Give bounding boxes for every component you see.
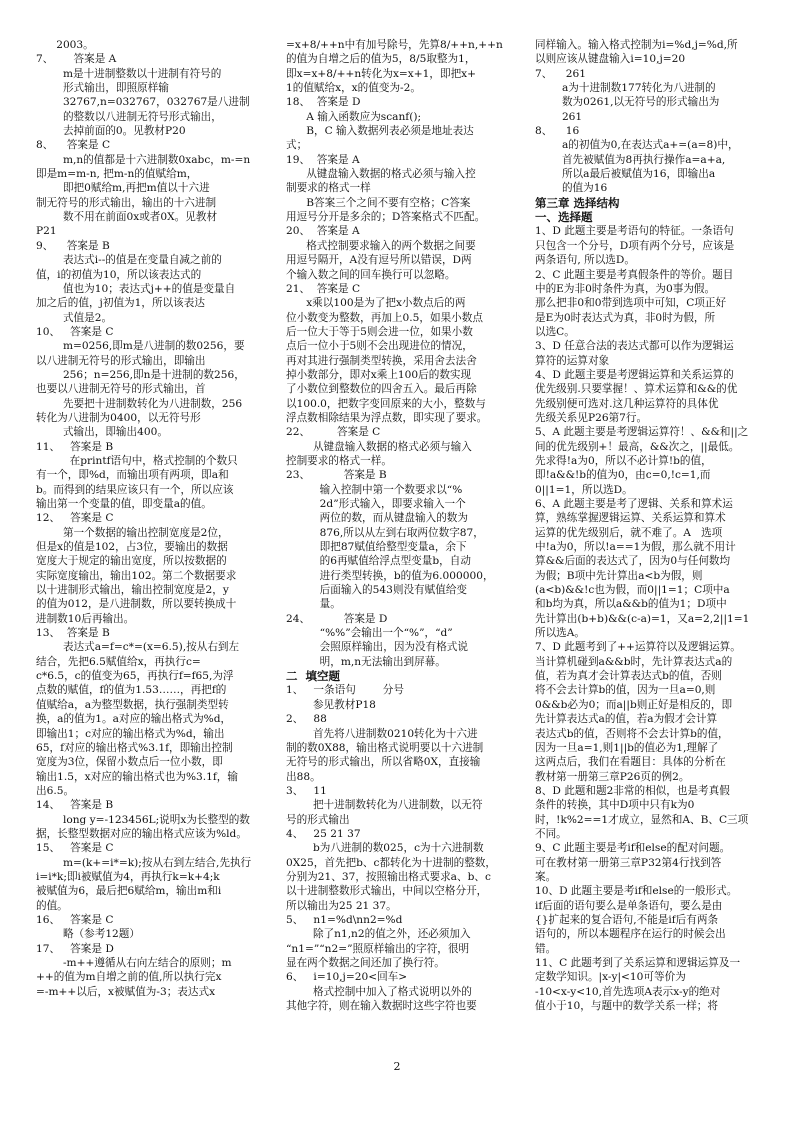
text-line: 间的优先级别+！最高，&&次之，||最低。 [535, 440, 740, 453]
text-line: 的整数以八进制无符号形式输出， [36, 110, 222, 123]
text-line: 从键盘输入数据的格式必须与输入 [286, 440, 472, 453]
text-line: 261 [535, 110, 583, 123]
text-line: 先要把十进制数转化为八进制数，256 [36, 397, 243, 410]
text-line: 把十进制数转化为八进制数，以无符 [286, 799, 483, 812]
text-line: a的初值为0,在表达式a+=(a=8)中， [535, 139, 739, 152]
text-line: 因为一旦a=1,则1||b的值必为1,理解了 [535, 741, 719, 754]
text-line: =x+8/++n中有加号除号，先算8/++n,++n [286, 39, 503, 51]
text-line: m是十进制整数以十进制有符号的 [36, 67, 222, 80]
text-line: 无符号的形式输出，所以省略0X，直接输 [286, 756, 481, 769]
text-line: 同样输入。输入格式控制为i=%d,j=%d,所 [535, 39, 738, 51]
text-line: 后一位大于等于5则会进一位，如果小数 [286, 325, 473, 338]
text-line: 将不会去计算b的值，因为一旦a=0,则 [535, 684, 716, 697]
text-line: 2、 88 [286, 713, 327, 726]
text-line: 中!a为0，所以!a==1为假，那么就不用计 [535, 541, 736, 554]
text-line: 22、 答案是 C [286, 426, 381, 439]
text-line: 即把87赋值给整型变量a，余下 [286, 541, 467, 554]
text-line: 7、D 此题考到了++运算符以及逻辑运算。 [535, 641, 741, 654]
text-line: 教材第一册第三章P26页的例2。 [535, 770, 690, 783]
text-line: 先计算出(b+b)&&(c-a)=1，又a=2,2||1=1 [535, 612, 750, 625]
text-line: 以十进制形式输出，输出控制宽度是2，y [36, 584, 229, 597]
text-line: 时，!k%2==1才成立，显然和A、B、C三项 [535, 813, 749, 826]
text-line: 表达式i--的值是在变量自减之前的 [36, 254, 222, 267]
text-line: 当计算机碰到a&&b时，先计算表达式a的 [535, 655, 733, 668]
text-line: 那么把非0和0带到选项中可知，C项正好 [535, 297, 727, 310]
text-line: =-m++以后，x被赋值为-3；表达式x [36, 985, 216, 998]
text-line: {}扩起来的复合语句,不能是if后有两条 [535, 913, 719, 926]
text-line: -10<x-y<10,首先选项A表示x-y的绝对 [535, 985, 721, 998]
text-line: 13、 答案是 B [36, 627, 110, 640]
text-line: 2003。 [36, 39, 94, 51]
text-line: 量。 [286, 598, 341, 611]
text-line: 不同。 [535, 827, 567, 840]
text-line: 以选C。 [535, 325, 575, 338]
text-line: 17、 答案是 D [36, 942, 114, 955]
text-line: 的值。 [36, 899, 68, 912]
text-line: 实际宽度输出，输出102。第二个数据要求 [36, 569, 237, 582]
text-line: c*6.5，c的值变为65，再执行f=f65,为浮 [36, 670, 234, 683]
text-line: m=0256,即m是八进制的数0256，要 [36, 340, 245, 353]
text-column-middle [286, 38, 514, 1058]
text-line: 14、 答案是 B [36, 799, 114, 812]
text-line: 用逗号隔开，A没有逗号所以错误，D两 [286, 254, 472, 267]
text-line: 11、C 此题考到了关系运算和逻辑运算及一 [535, 957, 741, 969]
text-line: 值也为10；表达式j++的值是变量自 [36, 282, 236, 295]
text-line: x乘以100是为了把x小数点后的两 [286, 297, 466, 310]
text-line: 6、 i=10,j=20<回车> [286, 971, 408, 984]
section-heading: 第三章 选择结构 [535, 195, 620, 210]
text-line: 以则应该从键盘输入i=10,j=20 [535, 53, 686, 66]
text-line: 格式控制要求输入的两个数据之间要 [286, 239, 476, 252]
text-line: 从键盘输入数据的格式必须与输入控 [286, 168, 476, 181]
text-line: 值，i的初值为10，所以该表达式的 [36, 268, 202, 281]
text-line: 结合，先把6.5赋值给x，再执行c= [36, 655, 201, 668]
text-line: 略（参考12题） [36, 928, 140, 941]
text-line: 输出第一个变量的值，即变量a的值。 [36, 498, 212, 510]
text-line: 参见教材P18 [286, 698, 376, 711]
text-line: 和b均为真，所以a&&b的值为1；D项中 [535, 598, 727, 611]
text-line: A 输入函数应为scanf(); [286, 110, 422, 123]
text-line: B答案三个之间不要有空格；C答案 [286, 196, 471, 209]
text-line: 即!a&&!b的值为0，由c=0,!c=1,而 [535, 469, 711, 482]
text-line: 即是m=m-n, 把m-n的值赋给m， [36, 168, 198, 181]
text-line: 以100.0，把数字变回原来的大小，整数与 [286, 397, 486, 410]
text-line: 明，m,n无法输出到屏幕。 [286, 655, 446, 668]
page-number: 2 [393, 1060, 401, 1073]
text-line: 定数学知识。|x-y|<10可等价为 [535, 971, 686, 984]
text-line: 的值为自增之后的值为5，8/5取整为1， [286, 53, 476, 66]
text-line: 7、 261 [535, 67, 587, 80]
text-line: 出88。 [286, 770, 321, 783]
text-line: 先求得!a为0，所以不必计算!b的值， [535, 454, 712, 467]
text-line: 12、 答案是 C [36, 512, 114, 525]
text-line: 20、 答案是 A [286, 225, 360, 238]
text-line: 2d”形式输入，即要求输入一个 [286, 498, 466, 510]
text-line: -m++遵循从右向左结合的原则；m [36, 957, 232, 969]
text-line: 11、 答案是 B [36, 440, 114, 453]
text-line: 数不用在前面0x或者0X。见教材 [36, 211, 218, 224]
text-line: 位小数变为整数，再加上0.5，如果小数点 [286, 311, 483, 324]
text-line: 这两点后，我们在看题目：具体的分析在 [535, 756, 726, 769]
text-line: 256；n=256,即n是十进制的数256， [36, 368, 245, 381]
text-line: 条件的转换，其中D项中只有k为0 [535, 799, 695, 812]
text-line: 8、D 此题和题2非常的相似，也是考真假 [535, 784, 730, 797]
text-line: 2、C 此题主要是考真假条件的等价。题目 [535, 268, 734, 281]
text-line: 语句的，所以本题程序在运行的时候会出 [535, 928, 726, 941]
text-line: 后面输入的543则没有赋值给变 [286, 584, 468, 597]
text-line: 23、 答案是 B [286, 469, 387, 482]
text-line: 分别为21、37，按照输出格式要求a、b、c [286, 870, 491, 883]
text-line: m=(k+=i*=k);按从右到左结合,先执行 [36, 856, 252, 869]
text-line: 格式控制中加入了格式说明以外的 [286, 985, 472, 998]
text-line: 32767,n=032767，032767是八进制 [36, 96, 250, 109]
text-line: 运算的优先级别后，就不难了。A 选项 [535, 526, 723, 539]
text-line: 10、 答案是 C [36, 325, 114, 338]
text-line: 先级关系见P26第7行。 [535, 411, 648, 424]
text-line: 以八进制无符号的形式输出，即输出 [36, 354, 206, 367]
text-line: “%%”会输出一个“%”，“d” [286, 627, 453, 640]
text-line: 只包含一个分号，D项有两个分号，应该是 [535, 239, 735, 252]
text-line: B，C 输入数据列表必须是地址表达 [286, 125, 474, 138]
text-line: 算，熟练掌握逻辑运算、关系运算和算术 [535, 512, 726, 525]
text-line: 优先级别.只要掌握！、算术运算和&&的优 [535, 383, 738, 396]
text-line: 点后一位小于5则不会出现进位的情况， [286, 340, 473, 353]
text-line: 控制要求的格式一样。 [286, 454, 392, 467]
text-line: 1、D 此题主要是考语句的特征。一条语句 [535, 225, 734, 238]
text-line: 也要以八进制无符号的形式输出，首 [36, 383, 206, 396]
text-line: 先级别便可选对.这几种运算符的具体优 [535, 397, 719, 410]
text-line: 个输入数之间的回车换行可以忽略。 [286, 268, 456, 281]
text-line: a为十进制数177转化为八进制的 [535, 82, 716, 95]
text-line: 即把0赋给m,再把m值以十六进 [36, 182, 210, 195]
text-line: 转化为八进制为0400，以无符号形 [36, 411, 201, 424]
text-line: 8、 答案是 C [36, 139, 111, 152]
text-line: 1的值赋给x，x的值变为-2。 [286, 82, 421, 95]
text-line: 案。 [535, 870, 557, 883]
text-line: 即x=x+8/++n转化为x=x+1，即把x+ [286, 67, 477, 80]
text-line: 制无符号的形式输出，输出的十六进制 [36, 196, 217, 209]
text-line: 号的形式输出 [286, 813, 350, 826]
text-line: 表达式b的值，否则将不会去计算b的值， [535, 727, 729, 740]
text-line: 8、 16 [535, 125, 580, 138]
text-line: 在printf语句中，格式控制的个数只 [36, 454, 238, 467]
section-heading: 二 填空题 [286, 669, 341, 684]
text-line: “n1=”“n2=”照原样输出的字符，很明 [286, 942, 470, 955]
text-line: 点数的赋值，f的值为1.53……，再把f的 [36, 684, 227, 697]
text-line: 式； [286, 139, 308, 152]
text-line: 两位的数，而从键盘输入的数为 [286, 512, 468, 525]
text-line: 首先将八进制数0210转化为十六进 [286, 727, 478, 740]
text-line: i=i*k;即i被赋值为4，再执行k=k+4;k [36, 870, 220, 883]
text-line: 进制数10后再输出。 [36, 612, 135, 625]
text-line: 换，a的值为1。a对应的输出格式为%d， [36, 713, 232, 726]
text-line: 的值为16 [535, 182, 608, 195]
text-line: if后面的语句要么是单条语句，要么是由 [535, 899, 723, 912]
text-line: 65，f对应的输出格式%3.1f，即输出控制 [36, 741, 233, 754]
text-column-left [36, 38, 272, 1058]
text-line: 首先被赋值为8再执行操作a=a+a, [535, 153, 726, 166]
text-line: 7、 答案是 A [36, 53, 117, 66]
text-line: 是E为0时表达式为真，非0时为假，所 [535, 311, 716, 324]
text-line: 其他字符，则在输入数据时这些字符也要 [286, 1000, 477, 1013]
text-line: 15、 答案是 C [36, 842, 114, 855]
text-line: 6、A 此题主要是考了逻辑、关系和算术运 [535, 498, 733, 510]
text-line: 5、A 此题主要是考逻辑运算符！、&&和||之 [535, 426, 749, 439]
text-line: 制要求的格式一样 [286, 182, 371, 195]
text-line: 0||1=1，所以选D。 [535, 483, 633, 496]
text-line: 中的E为非0时条件为真，为0事为假。 [535, 282, 716, 295]
text-line: 876,所以从左到右取两位数字87， [286, 526, 484, 539]
text-line: 用逗号分开是多余的；D答案格式不匹配。 [286, 211, 486, 224]
text-line: 16、 答案是 C [36, 913, 114, 926]
text-line: 值小于10，与题中的数学关系一样；将 [535, 1000, 718, 1013]
text-line: (a<b)&&!c也为假，而0||1=1；C项中a [535, 584, 730, 597]
text-line: 进行类型转换，b的值为6.000000， [286, 569, 494, 582]
text-line: 加之后的值，j初值为1，所以该表达 [36, 297, 205, 310]
text-line: 18、 答案是 D [286, 96, 361, 109]
text-line: b。而得到的结果应该只有一个，所以应该 [36, 483, 234, 496]
text-line: 了小数位到整数位的四舍五入。最后再除 [286, 383, 477, 396]
text-line: 第一个数据的输出控制宽度是2位， [36, 526, 229, 539]
text-line: 先计算表达式a的值，若a为假才会计算 [535, 713, 718, 726]
text-line: 除了n1,n2的值之外，还必须加入 [286, 928, 471, 941]
text-line: 显在两个数据之间还加了换行符。 [286, 957, 445, 969]
text-line: 所以选A。 [535, 627, 586, 640]
text-line: 值赋给a，a为整型数据，执行强制类型转 [36, 698, 229, 711]
text-line: 所以输出为25 21 37。 [286, 899, 397, 912]
text-line: 21、 答案是 C [286, 282, 361, 295]
text-line: 浮点数相除结果为浮点数，即实现了要求。 [286, 411, 488, 424]
text-line: 宽度为3位，保留小数点后一位小数，即 [36, 756, 223, 769]
text-line: 输入控制中第一个数要求以“% [286, 483, 463, 496]
text-line: 再对其进行强制类型转换，采用舍去法舍 [286, 354, 477, 367]
text-line: 输出1.5，x对应的输出格式也为%3.1f，输 [36, 770, 238, 783]
text-line: 24、 答案是 D [286, 612, 388, 625]
text-line: 1、 一条语句 分号 [286, 684, 404, 697]
text-line: 4、 25 21 37 [286, 827, 361, 840]
text-line: 出6.5。 [36, 784, 75, 797]
text-line: 9、 答案是 B [36, 239, 110, 252]
text-line: 的值为012，是八进制数，所以要转换成十 [36, 598, 237, 611]
text-line: 表达式a=f=c*=(x=6.5),按从右到左 [36, 641, 240, 654]
text-line: long y=-123456L;说明x为长整型的数 [36, 813, 250, 826]
text-line: 可在教材第一册第三章P32第4行找到答 [535, 856, 722, 869]
text-line: 0&&b必为0；而a||b则正好是相反的，即 [535, 698, 733, 711]
text-line: 值，若为真才会计算表达式b的值，否则 [535, 670, 722, 683]
text-line: 以十进制整数形式输出，中间以空格分开， [286, 885, 488, 898]
text-line: 0X25，首先把b、c都转化为十进制的整数， [286, 856, 496, 869]
text-line: 算&&后面的表达式了，因为0与任何数均 [535, 555, 731, 568]
text-line: 掉小数部分，即对x乘上100后的数实现 [286, 368, 472, 381]
text-line: 3、D 任意合法的表达式都可以作为逻辑运 [535, 340, 734, 353]
text-line: 4、D 此题主要是考逻辑运算和关系运算的 [535, 368, 734, 381]
text-line: 19、 答案是 A [286, 153, 360, 166]
text-line: m,n的值都是十六进制数0xabc，m-=n [36, 153, 251, 166]
text-line: P21 [36, 225, 57, 238]
text-line: 的6再赋值给浮点型变量b，自动 [286, 555, 471, 568]
text-line: 形式输出，即照原样输 [36, 82, 169, 95]
text-line: 被赋值为6，最后把6赋给m，输出m和i [36, 885, 222, 898]
text-line: 宽度大于规定的输出宽度，所以按数据的 [36, 555, 227, 568]
text-line: 即输出1；c对应的输出格式为%d，输出 [36, 727, 225, 740]
text-line: 所以a最后被赋值为16，即输出a [535, 168, 716, 181]
text-line: 为假；B项中先计算出a<b为假，则 [535, 569, 703, 582]
text-line: 式值是2。 [36, 311, 113, 324]
text-line: 错。 [535, 942, 557, 955]
text-column-right [535, 38, 757, 1058]
text-line: 制的数0X88，输出格式说明要以十六进制 [286, 741, 484, 754]
text-line: 两条语句, 所以选D。 [535, 254, 635, 267]
text-line: 会照原样输出，因为没有格式说 [286, 641, 468, 654]
text-line: 据，长整型数据对应的输出格式应该为%ld。 [36, 827, 247, 840]
text-line: 去掉前面的0。见教材P20 [36, 125, 186, 138]
section-heading: 一、选择题 [535, 210, 593, 225]
text-line: 有一个，即%d，而输出项有两项，即a和 [36, 469, 229, 482]
text-line: b为八进制的数025，c为十六进制数 [286, 842, 484, 855]
text-line: 5、 n1=%d\nn2=%d [286, 913, 403, 926]
text-line: 算符的运算对象 [535, 354, 610, 367]
text-line: 10、D 此题主要是考if和else的一般形式。 [535, 885, 738, 898]
text-line: 数为0261,以无符号的形式输出为 [535, 96, 720, 109]
text-line: 3、 11 [286, 784, 327, 797]
text-line: 9、C 此题主要是考if和else的配对问题。 [535, 842, 731, 855]
text-line: ++的值为m自增之前的值,所以执行完x [36, 971, 222, 984]
text-line: 式输出，即输出400。 [36, 426, 168, 439]
text-line: 但是x的值是102，占3位，要输出的数据 [36, 541, 228, 554]
